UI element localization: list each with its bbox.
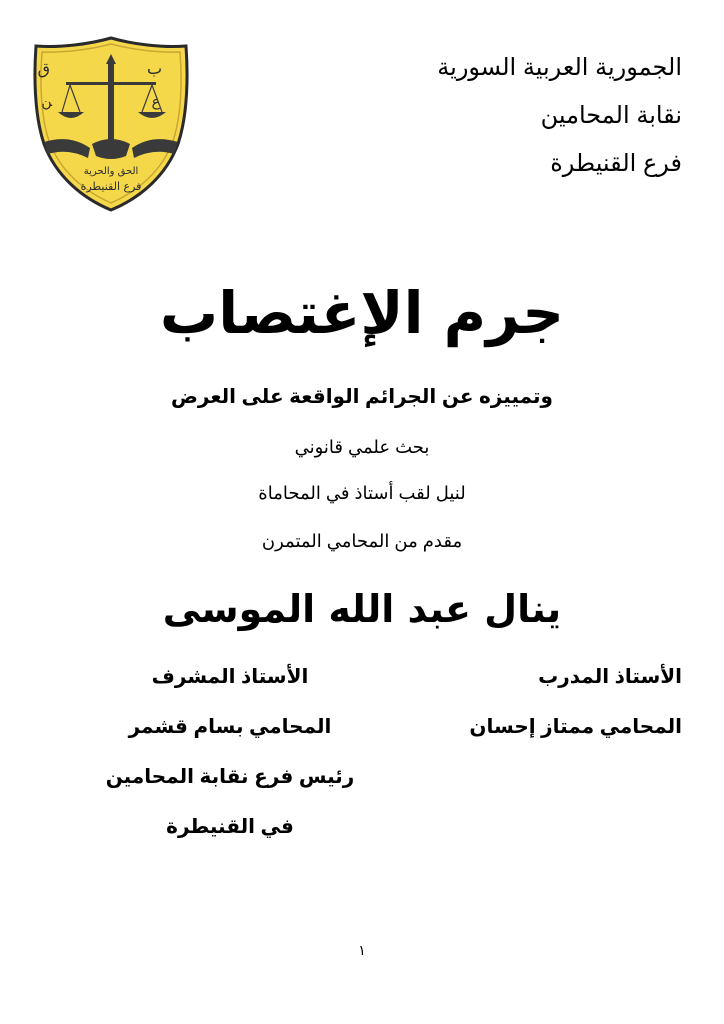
bar-association-emblem [30,34,192,214]
document-subtitle: وتمييزه عن الجرائم الواقعة على العرض [171,386,553,408]
trainer-block [452,652,682,752]
header-country: الجمورية العربية السورية [437,54,682,81]
supervisor-name: المحامي بسام قشمر [128,716,332,738]
header-block [322,44,682,188]
supervisor-position-line2: في القنيطرة [166,816,294,838]
header-branch: فرع القنيطرة [550,150,682,177]
trainer-role: الأستاذ المدرب [538,666,682,688]
svg-text:ﺏ: ﺏ [146,59,162,78]
header-syndicate: نقابة المحامين [540,102,682,129]
submitted-by: مقدم من المحامي المتمرن [261,531,463,551]
shield-emblem-icon [30,34,192,214]
svg-text:ﻦ: ﻦ [41,94,52,110]
svg-text:ﻕ: ﻕ [37,59,50,78]
emblem-motto: الحق والحرية [83,166,139,177]
svg-text:ﻉ: ﻉ [151,94,160,110]
supervisor-block [80,652,380,852]
document-title: جرم الإغتصاب [159,279,565,347]
research-type: بحث علمي قانوني [294,437,430,457]
supervisor-position-line1: رئيس فرع نقابة المحامين [105,766,355,788]
trainer-name: المحامي ممتاز إحسان [469,716,682,738]
page-number: ١ [358,942,366,958]
author-name: ينال عبد الله الموسى [162,587,562,631]
research-purpose: لنيل لقب أستاذ في المحاماة [258,483,466,503]
supervisor-role: الأستاذ المشرف [151,666,309,688]
emblem-branch: فرع القنيطرة [80,180,142,193]
